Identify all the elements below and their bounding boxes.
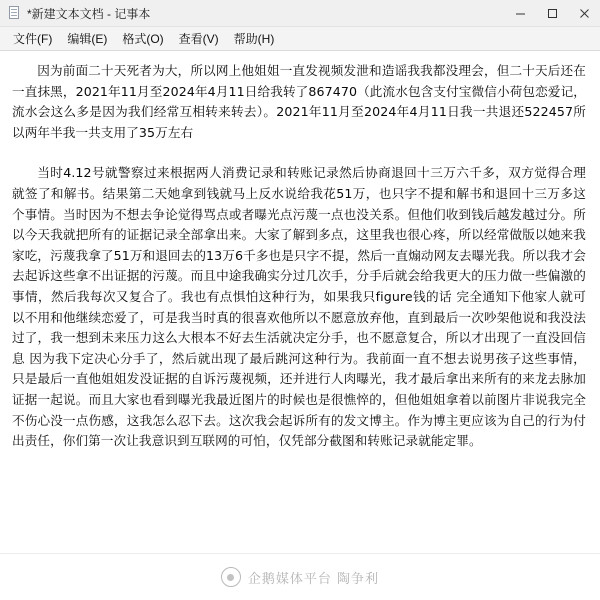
close-icon[interactable] (568, 0, 600, 26)
menu-bar (0, 27, 600, 51)
paragraph-2: 当时4.12号就警察过来根据两人消费记录和转账记录然后协商退回十三万六千多，双方觉得合理就签了和解书。结果第二天她拿到钱就马上反水说给我花51万，也只字不提和解书和退回十三万多这个事情。当时因为不想去争论觉得骂点或者曝光点污蔑一点也没关系。但他们收到钱后越发越过分。所以今天我就把所有的证据记录全部拿出来。大家了解到多点，这里我也很心疼，所以经常做版以她来我家吃，污蔑我拿了51万和退回去的13万6千多也是只字不提，然后一直煽动网友去曝光我。所以我才会去起诉这些拿不出证据的污蔑。而且中途我确实分过几次手，分手后就会给我更大的压力做一些偏激的事情，然后我每次又复合了。我也有点惧怕这种行为，如果我只figure钱的话 完全通知下他家人就可以不用和他继续恋爱了，可是我当时真的很喜欢他所以不愿意放弃他，直到最后一次吵架他说和我没法过了，我一想到未来压力这么大根本不好去生活就决定分手，也不愿意复合，所以才出现了一直没回信息 因为我下定决心分手了，然后就出现了最后跳河这种行为。我前面一直不想去说男孩子这些事情，只是最后一直他姐姐发没证据的自诉污蔑视频，还并进行人肉曝光，我才最后拿出来所有的来龙去脉加证据一起说。而且大家也看到曝光我最近图片的时候也是很憔悴的，但他姐姐拿着以前图片非说我完全不伤心没一点伤感，这我怎么忍下去。这次我会起诉所有的发文博主。作为博主更应该为自己的行为付出责任，你们第一次让我意识到互联网的可怕，仅凭部分截图和转账记录就能定罪。 (12, 165, 586, 449)
watermark-footer (0, 553, 600, 600)
notepad-document-icon (8, 6, 22, 20)
menu-view[interactable]: 查看(V) (178, 32, 219, 46)
watermark-text: 企鹅媒体平台 陶争利 (247, 571, 380, 587)
document-wrapper (0, 51, 600, 600)
penguin-media-logo-icon (221, 567, 241, 587)
text-editor-area[interactable] (0, 51, 600, 452)
maximize-icon[interactable] (536, 0, 568, 26)
paragraph-1: 因为前面二十天死者为大，所以网上他姐姐一直发视频发泄和造谣我我都没理会，但二十天后还在一直抹黑，2021年11月至2024年4月11日给我转了867470（此流水包含支付宝微信小荷包恋爱记，流水会这么多是因为我们经常互相转来转去）。2021年11月至2024年4月11日我一共退还522457所以两年半我一共支用了35万左右 (12, 63, 586, 140)
menu-format[interactable]: 格式(O) (122, 32, 164, 46)
menu-edit[interactable]: 编辑(E) (67, 32, 108, 46)
menu-help[interactable]: 帮助(H) (233, 32, 275, 46)
minimize-icon[interactable] (504, 0, 536, 26)
title-bar (0, 0, 600, 27)
window-controls (504, 0, 600, 26)
menu-file[interactable]: 文件(F) (13, 32, 53, 46)
window-title: *新建文本文档 - 记事本 (27, 6, 151, 21)
